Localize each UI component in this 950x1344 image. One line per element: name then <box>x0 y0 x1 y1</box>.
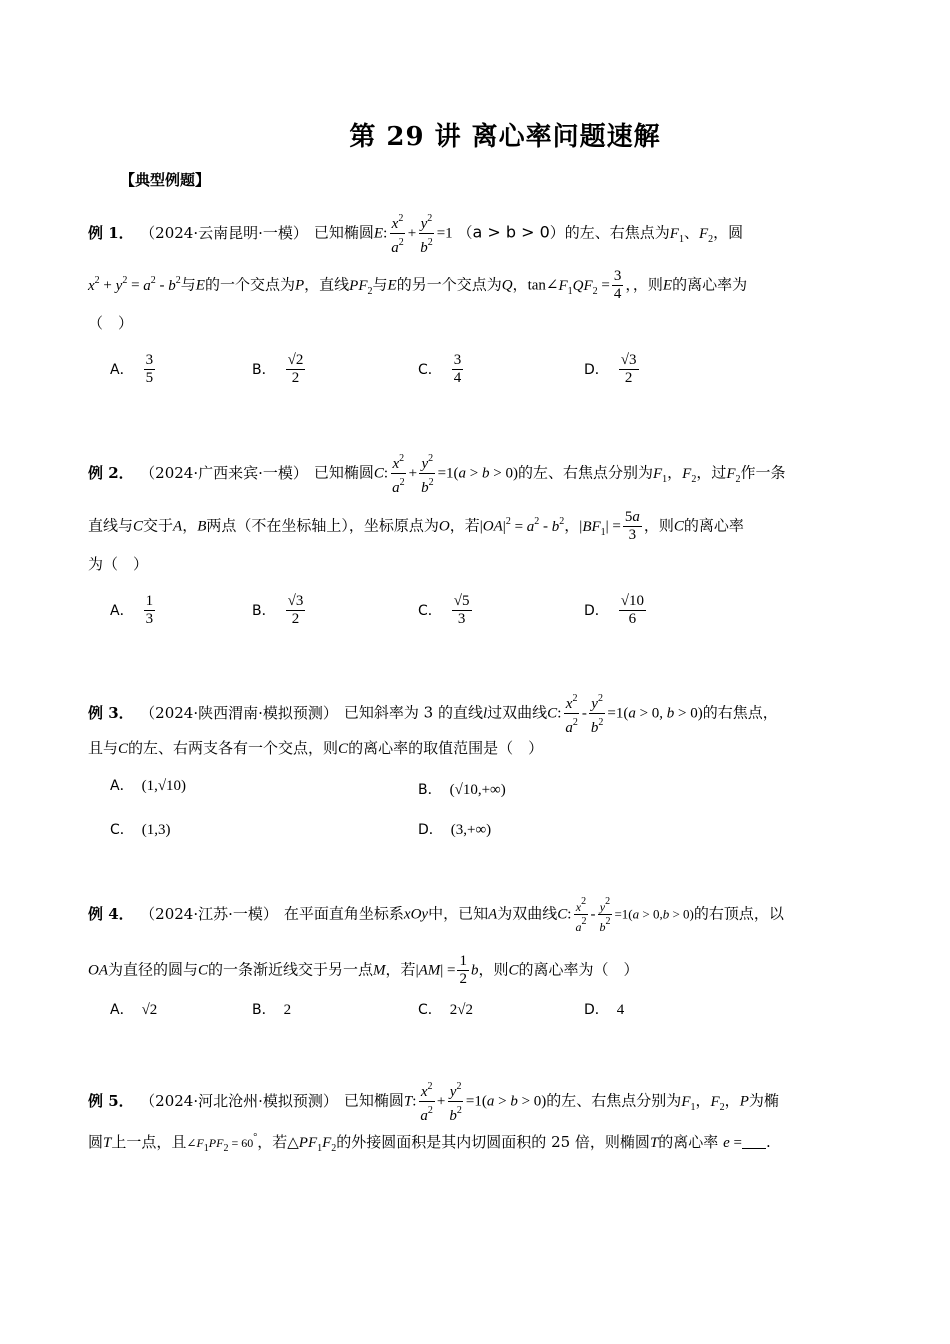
option-c: C． (1,3) <box>110 822 171 838</box>
example-label: 例 1． <box>88 223 134 242</box>
option-b: B． $\frac{√3}{2}$ <box>252 593 304 627</box>
example-source: （2024·广西来宾·一模） <box>147 463 308 482</box>
option-c: C． 2√2 <box>418 1002 474 1018</box>
example-label: 例 2． <box>88 463 134 482</box>
option-d: D． 4 <box>584 1002 625 1018</box>
example-5-line-2: 圆T上一点，且$\angle F_1PF_2 = 60^\circ$，若$\triangle PF_1F_2$的外接圆面积是其内切圆面积的 25 倍，则椭圆T的离心率 e = . <box>88 1132 771 1154</box>
option-a: A． $\frac{3}{5}$ <box>110 352 154 386</box>
example-source: （2024·陕西渭南·模拟预测） <box>147 703 338 722</box>
section-heading: 【典型例题】 <box>120 171 211 189</box>
example-source: （2024·云南昆明·一模） <box>147 223 308 242</box>
example-label: 例 3． <box>88 703 134 722</box>
example-1-line-2: $x^2 + y^2 = a^2 - b^2$与E的一个交点为P，直线$PF_2$与E的另一个交点为Q，$\tan\angle F_1QF_2$ = $\frac{3}{4}$ ，，则E的离心率为 <box>88 268 748 302</box>
example-source: （2024·河北沧州·模拟预测） <box>147 1091 338 1110</box>
page-title: 第 29 讲 离心率问题速解 <box>349 122 661 152</box>
example-source: （2024·江苏·一模） <box>147 904 278 923</box>
option-b: B． 2 <box>252 1002 292 1018</box>
example-2-line-3: 为（ ） <box>88 555 149 573</box>
option-d: D． (3,+∞) <box>418 822 492 838</box>
example-2-line-1: 例 2． （2024·广西来宾·一模） 已知椭圆C: $\frac{x^2}{a^2}$ + $\frac{y^2}{b^2}$ =1(a > b > 0)的左、右焦点分别为$F_1$，$F_2$，过$F_2$作一条 <box>88 450 786 497</box>
option-b: B． (√10,+∞) <box>418 782 506 798</box>
example-4-line-1: 例 4． （2024·江苏·一模） 在平面直角坐标系xOy中，已知A为双曲线C: $\frac{x^2}{a^2}$ - $\frac{y^2}{b^2}$ =1(a > 0,b > 0)的右顶点，以 <box>88 896 784 934</box>
option-a: A． (1,√10) <box>110 778 187 794</box>
example-label: 例 5． <box>88 1091 134 1110</box>
option-d: D． $\frac{√3}{2}$ <box>584 352 637 386</box>
example-3-line-1: 例 3． （2024·陕西渭南·模拟预测） 已知斜率为 3 的直线l过双曲线C: $\frac{x^2}{a^2}$ - $\frac{y^2}{b^2}$ =1(a > 0, b > 0)的右焦点， <box>88 690 778 737</box>
answer-blank <box>742 1134 766 1149</box>
option-d: D． $\frac{√10}{6}$ <box>584 593 645 627</box>
example-label: 例 4． <box>88 904 134 923</box>
example-4-line-2: OA为直径的圆与C的一条渐近线交于另一点M，若|AM| = $\frac{1}{2}$ b，则C的离心率为（ ） <box>88 953 639 987</box>
option-b: B． $\frac{√2}{2}$ <box>252 352 304 386</box>
example-5-line-1: 例 5． （2024·河北沧州·模拟预测） 已知椭圆T: $\frac{x^2}{a^2}$ + $\frac{y^2}{b^2}$ =1(a > b > 0)的左、右焦点分别为$F_1$，$F_2$，P为椭 <box>88 1078 779 1125</box>
example-3-line-2: 且与C的左、右两支各有一个交点，则C的离心率的取值范围是（ ） <box>88 739 544 757</box>
option-c: C． $\frac{3}{4}$ <box>418 352 462 386</box>
example-1-line-1: 例 1． （2024·云南昆明·一模） 已知椭圆E: $\frac{x^2}{a^2}$ + $\frac{y^2}{b^2}$ =1 （a > b > 0）的左、右焦点为$F_1$、$F_2$，圆 <box>88 210 743 257</box>
option-c: C． $\frac{√5}{3}$ <box>418 593 470 627</box>
option-a: A． $\frac{1}{3}$ <box>110 593 154 627</box>
example-1-paren: （ ） <box>88 314 134 332</box>
example-2-line-2: 直线与C交于A，B两点（不在坐标轴上），坐标原点为O，若$|OA|^2 = a^2 - b^2$，$|BF_1|$ = $\frac{5a}{3}$ ，则C的离心率 <box>88 509 744 543</box>
option-a: A． √2 <box>110 1002 158 1018</box>
